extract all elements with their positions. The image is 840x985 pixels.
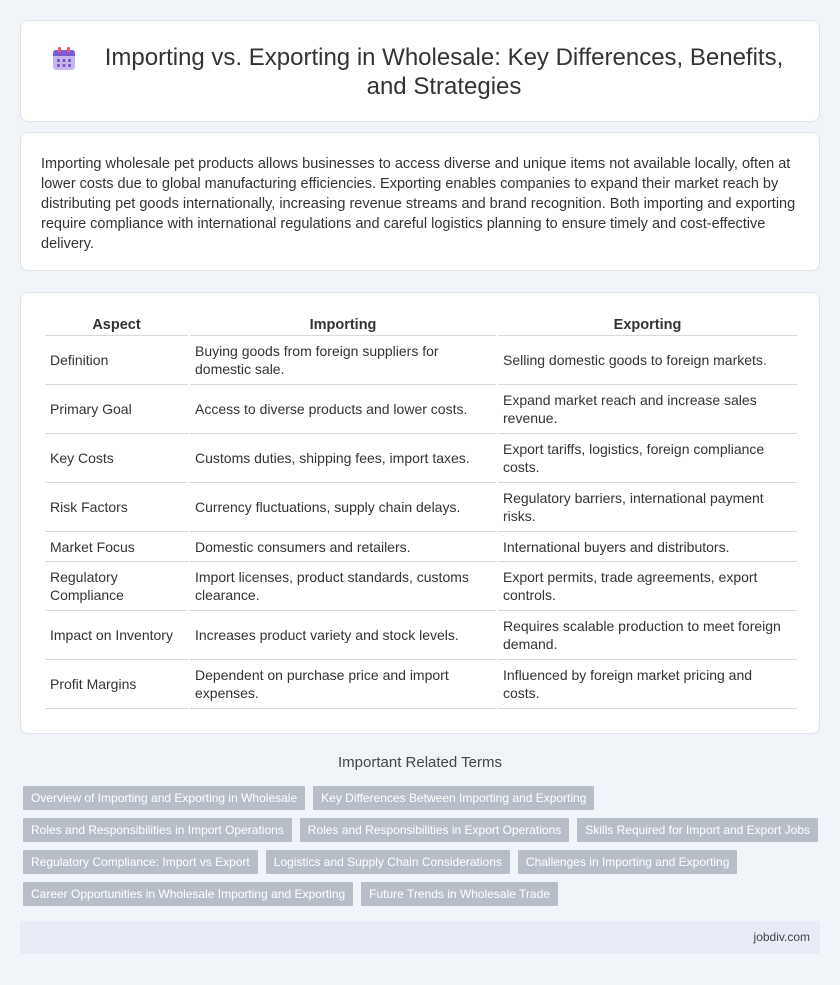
related-tag[interactable]: Career Opportunities in Wholesale Importing and Exporting: [23, 882, 353, 906]
cell-importing: Dependent on purchase price and import expenses.: [190, 660, 496, 709]
cell-aspect: Impact on Inventory: [45, 611, 188, 660]
related-tag[interactable]: Overview of Importing and Exporting in Wholesale: [23, 786, 305, 810]
calendar-icon: [51, 46, 77, 72]
cell-importing: Customs duties, shipping fees, import taxes.: [190, 434, 496, 483]
table-row: [45, 336, 797, 385]
table-row: [45, 532, 797, 562]
header-exporting: Exporting: [498, 314, 797, 336]
tag-row: [23, 850, 820, 874]
related-tag[interactable]: Future Trends in Wholesale Trade: [361, 882, 558, 906]
cell-importing: Increases product variety and stock levels.: [190, 611, 496, 660]
comparison-table: [43, 314, 799, 709]
related-tag[interactable]: Regulatory Compliance: Import vs Export: [23, 850, 258, 874]
related-terms-section: [20, 752, 820, 914]
cell-importing: Buying goods from foreign suppliers for domestic sale.: [190, 336, 496, 385]
footer-site-link[interactable]: jobdiv.com: [753, 930, 810, 944]
intro-card: [20, 132, 820, 271]
cell-exporting: Export permits, trade agreements, export controls.: [498, 562, 797, 611]
tag-row: [23, 882, 820, 906]
tag-row: [23, 786, 820, 810]
cell-aspect: Primary Goal: [45, 385, 188, 434]
table-row: [45, 660, 797, 709]
related-tag[interactable]: Roles and Responsibilities in Export Operations: [300, 818, 569, 842]
comparison-card: [20, 292, 820, 734]
footer: [20, 921, 820, 954]
cell-aspect: Key Costs: [45, 434, 188, 483]
cell-exporting: Export tariffs, logistics, foreign compliance costs.: [498, 434, 797, 483]
cell-aspect: Risk Factors: [45, 483, 188, 532]
cell-aspect: Regulatory Compliance: [45, 562, 188, 611]
table-row: [45, 562, 797, 611]
table-header-row: [45, 314, 797, 336]
related-tag[interactable]: Key Differences Between Importing and Exporting: [313, 786, 594, 810]
page-title: Importing vs. Exporting in Wholesale: Key Differences, Benefits, and Strategies: [104, 44, 784, 100]
related-tag[interactable]: Skills Required for Import and Export Jobs: [577, 818, 818, 842]
table-row: [45, 611, 797, 660]
cell-aspect: Profit Margins: [45, 660, 188, 709]
tag-row: [23, 818, 820, 842]
cell-importing: Access to diverse products and lower costs.: [190, 385, 496, 434]
cell-exporting: Selling domestic goods to foreign markets.: [498, 336, 797, 385]
header-importing: Importing: [190, 314, 496, 336]
header-card: [20, 20, 820, 122]
intro-text: Importing wholesale pet products allows businesses to access diverse and unique items not available locally, often at lower costs due to global manufacturing efficiencies. Exporting enables companies to expand their market reach by distributing pet goods internationally, increasing revenue streams and brand recognition. Both importing and exporting require compliance with international regulations and careful logistics planning to ensure timely and cost-effective delivery.: [41, 156, 796, 252]
related-tags: [20, 786, 820, 906]
cell-exporting: Influenced by foreign market pricing and costs.: [498, 660, 797, 709]
table-row: [45, 483, 797, 532]
cell-exporting: Requires scalable production to meet foreign demand.: [498, 611, 797, 660]
table-row: [45, 385, 797, 434]
related-tag[interactable]: Challenges in Importing and Exporting: [518, 850, 737, 874]
cell-exporting: Regulatory barriers, international payment risks.: [498, 483, 797, 532]
related-tag[interactable]: Logistics and Supply Chain Considerations: [266, 850, 510, 874]
related-tag[interactable]: Roles and Responsibilities in Import Operations: [23, 818, 292, 842]
cell-exporting: Expand market reach and increase sales revenue.: [498, 385, 797, 434]
cell-importing: Currency fluctuations, supply chain delays.: [190, 483, 496, 532]
cell-importing: Import licenses, product standards, customs clearance.: [190, 562, 496, 611]
cell-aspect: Market Focus: [45, 532, 188, 562]
title-wrap: [21, 43, 819, 101]
table-row: [45, 434, 797, 483]
header-aspect: Aspect: [45, 314, 188, 336]
cell-aspect: Definition: [45, 336, 188, 385]
related-terms-heading: Important Related Terms: [338, 754, 502, 771]
cell-importing: Domestic consumers and retailers.: [190, 532, 496, 562]
cell-exporting: International buyers and distributors.: [498, 532, 797, 562]
